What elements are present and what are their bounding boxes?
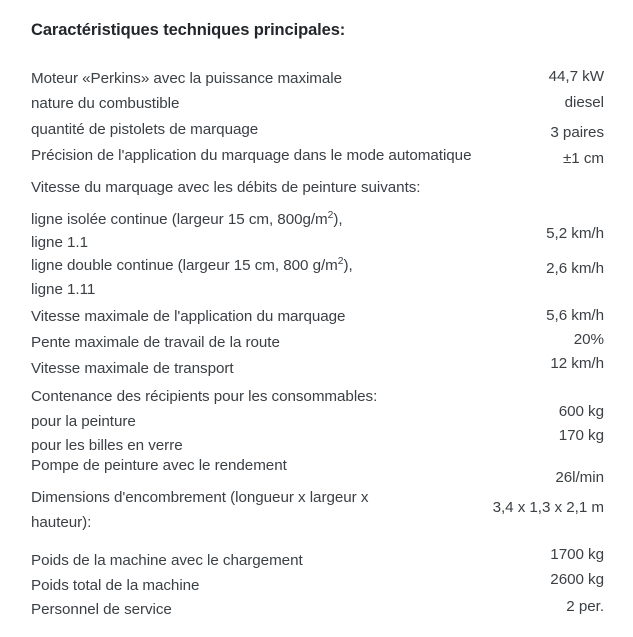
spec-value: [390, 331, 604, 348]
spec-label: pour la peinture: [31, 413, 136, 430]
spec-value: [390, 68, 604, 85]
spec-value-text: 20%: [573, 331, 604, 348]
spec-label: ligne 1.1: [31, 234, 88, 251]
spec-value: [390, 94, 604, 111]
spec-value: [390, 225, 604, 242]
spec-value: [390, 499, 604, 516]
spec-value-text: 26l/min: [555, 469, 604, 486]
spec-value: [390, 427, 604, 444]
spec-value-text: 600 kg: [558, 403, 604, 420]
spec-value-text: diesel: [564, 94, 604, 111]
spec-label: Poids de la machine avec le chargement: [31, 552, 303, 569]
spec-label: Pompe de peinture avec le rendement: [31, 457, 287, 474]
spec-value: [390, 469, 604, 486]
spec-value: [390, 546, 604, 563]
spec-label: hauteur):: [31, 514, 92, 531]
spec-label: Personnel de service: [31, 601, 172, 618]
spec-label: Précision de l'application du marquage dans le mode automatique: [31, 147, 472, 164]
spec-label: ligne isolée continue (largeur 15 cm, $800g/m^2$),: [31, 209, 343, 228]
page-title: Caractéristiques techniques principales:: [31, 21, 346, 39]
spec-value-text: 5,2 km/h: [546, 225, 604, 242]
spec-label: Moteur «Perkins» avec la puissance maximale: [31, 70, 343, 87]
spec-value: [390, 260, 604, 277]
spec-value: [390, 307, 604, 324]
spec-value-text: 44,7 kW: [548, 68, 604, 85]
spec-value: [390, 403, 604, 420]
spec-label: Contenance des récipients pour les consommables:: [31, 388, 378, 405]
spec-value-text: ±1 cm: [563, 150, 604, 167]
spec-value: [390, 355, 604, 372]
spec-value-text: 2 per.: [566, 598, 604, 615]
spec-label: Pente maximale de travail de la route: [31, 334, 280, 351]
spec-value-text: 170 kg: [558, 427, 604, 444]
spec-value: [390, 598, 604, 615]
spec-value: [390, 124, 604, 141]
spec-label: Vitesse maximale de transport: [31, 360, 234, 377]
spec-label: nature du combustible: [31, 95, 180, 112]
spec-label: ligne double continue (largeur 15 cm, 800 $g/m^2$),: [31, 255, 353, 274]
spec-value-text: 5,6 km/h: [546, 307, 604, 324]
spec-value-text: 12 km/h: [550, 355, 604, 372]
spec-label: Poids total de la machine: [31, 577, 200, 594]
spec-value-text: 3,4 x 1,3 x 2,1 m: [492, 499, 604, 516]
spec-value-text: 3 paires: [550, 124, 604, 141]
spec-label: pour les billes en verre: [31, 437, 183, 454]
spec-value-text: 2,6 km/h: [546, 260, 604, 277]
spec-label: quantité de pistolets de marquage: [31, 121, 259, 138]
spec-value: [390, 571, 604, 588]
spec-label: Dimensions d'encombrement (longueur x largeur x: [31, 489, 369, 506]
spec-value: [390, 150, 604, 167]
spec-label: Vitesse du marquage avec les débits de peinture suivants:: [31, 179, 421, 196]
spec-value-text: 1700 kg: [550, 546, 604, 563]
spec-label: ligne 1.11: [31, 281, 96, 298]
spec-value-text: 2600 kg: [550, 571, 604, 588]
spec-label: Vitesse maximale de l'application du marquage: [31, 308, 346, 325]
